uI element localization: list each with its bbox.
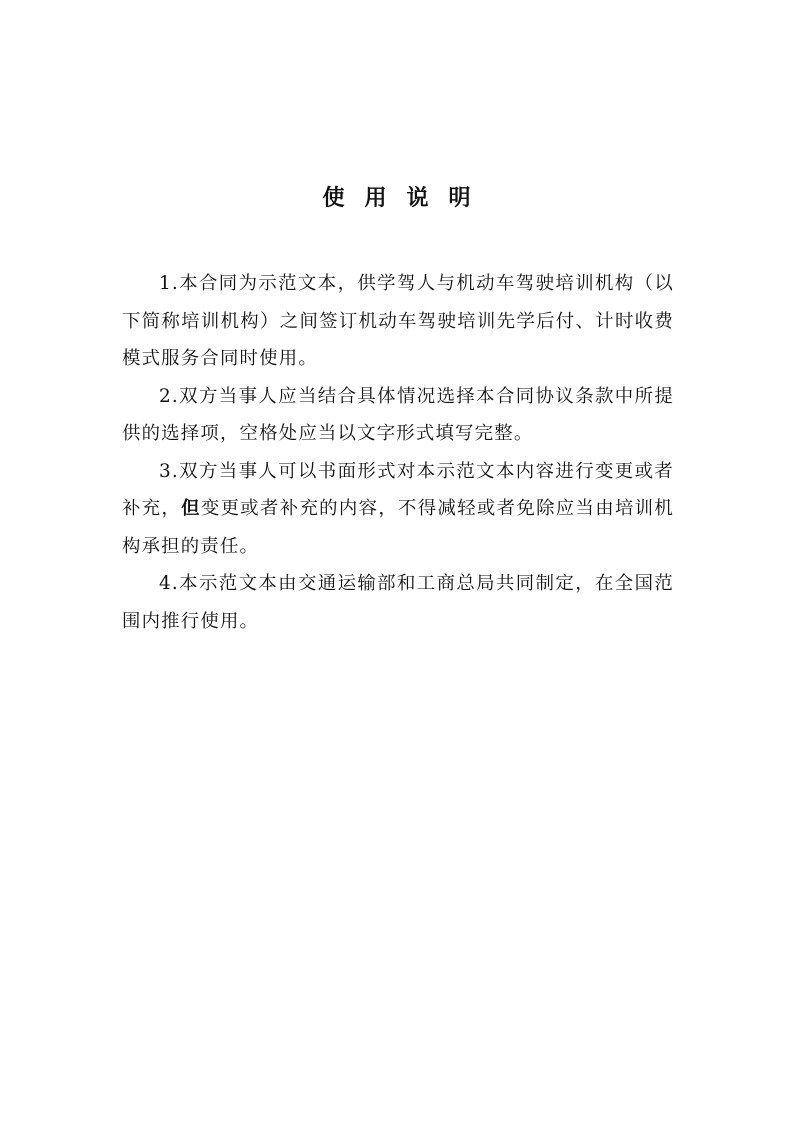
instruction-paragraph-4: 4.本示范文本由交通运输部和工商总局共同制定，在全国范围内推行使用。 (122, 573, 674, 632)
paragraph-3-text-before: 3.双方当事人可以书面形式对本示范文本内容进行变更或者补充， (122, 460, 674, 519)
instructions-body (122, 265, 674, 640)
instruction-paragraph-1: 1.本合同为示范文本，供学驾人与机动车驾驶培训机构（以下简称培训机构）之间签订机动车驾驶培训先学后付、计时收费模式服务合同时使用。 (122, 273, 674, 369)
page-title: 使用说明 (322, 186, 491, 211)
instruction-paragraph-3 (122, 453, 674, 566)
paragraph-3-text-after: 变更或者补充的内容，不得减轻或者免除应当由培训机构承担的责任。 (122, 498, 674, 557)
instruction-paragraph-2: 2.双方当事人应当结合具体情况选择本合同协议条款中所提供的选择项，空格处应当以文字形式填写完整。 (122, 385, 674, 444)
paragraph-3-bold-text: 但 (181, 498, 201, 519)
